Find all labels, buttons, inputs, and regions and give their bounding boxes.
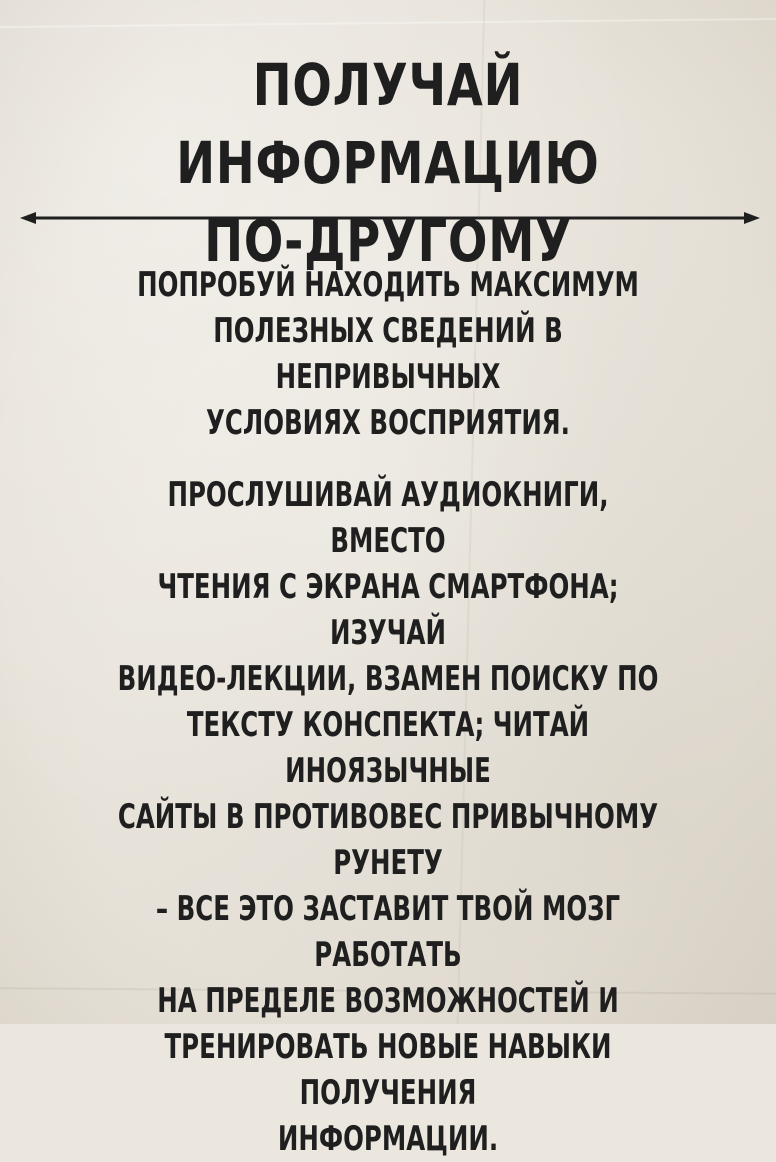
paragraph-line: ПРОСЛУШИВАЙ АУДИОКНИГИ, ВМЕСТО <box>167 475 609 561</box>
page-title <box>78 46 699 280</box>
paragraph-line: ПОЛЕЗНЫХ СВЕДЕНИЙ В НЕПРИВЫЧНЫХ <box>213 311 563 397</box>
title-line: ПО-ДРУГОМУ <box>204 207 572 275</box>
paper-crease <box>0 18 776 28</box>
paragraph-line: ВИДЕО-ЛЕКЦИИ, ВЗАМЕН ПОИСКУ ПО <box>117 659 659 699</box>
paragraph-line: ЧТЕНИЯ С ЭКРАНА СМАРТФОНА; ИЗУЧАЙ <box>157 567 619 653</box>
paragraph-line: САЙТЫ В ПРОТИВОВЕС ПРИВЫЧНОМУ РУНЕТУ <box>117 797 659 883</box>
paragraph-line: НА ПРЕДЕЛЕ ВОЗМОЖНОСТЕЙ И <box>157 981 619 1021</box>
paragraph-line: ПОПРОБУЙ НАХОДИТЬ МАКСИМУМ <box>137 265 639 305</box>
paragraph-line: УСЛОВИЯХ ВОСПРИЯТИЯ. <box>206 403 570 443</box>
title-line: ПОЛУЧАЙ ИНФОРМАЦИЮ <box>176 51 600 197</box>
paragraph-line: ИНФОРМАЦИИ. <box>277 1119 499 1159</box>
paragraph-line: ТРЕНИРОВАТЬ НОВЫЕ НАВЫКИ ПОЛУЧЕНИЯ <box>164 1027 612 1113</box>
paragraph-line: – ВСЕ ЭТО ЗАСТАВИТ ТВОЙ МОЗГ РАБОТАТЬ <box>155 889 621 975</box>
intro-paragraph <box>109 262 668 446</box>
double-arrow-icon <box>20 208 760 228</box>
body-paragraph <box>109 472 668 1162</box>
paragraph-line: ТЕКСТУ КОНСПЕКТА; ЧИТАЙ ИНОЯЗЫЧНЫЕ <box>186 705 590 791</box>
